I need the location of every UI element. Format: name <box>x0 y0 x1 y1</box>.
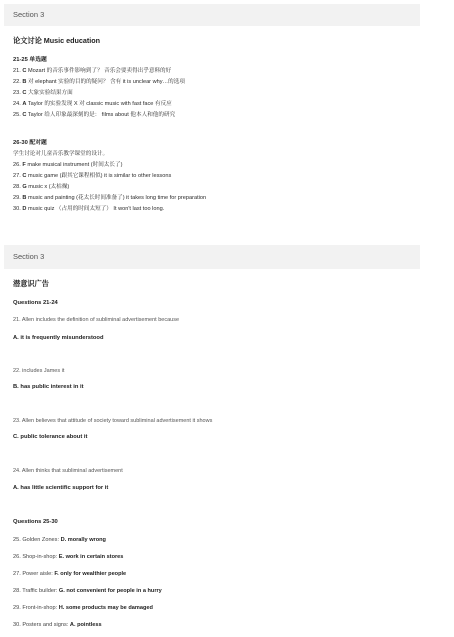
list-item: 22. B 对 elephant 实验的目的的疑问？ 含有 it is unclear why…的选项 <box>13 79 185 85</box>
answer-text: C. public tolerance about it <box>13 434 88 440</box>
section-header: Section 3 <box>4 4 420 26</box>
list-item: 23. C 大象实验结果方面 <box>13 90 73 96</box>
list-item: 29. B music and painting (花太长时间准备了) it takes long time for preparation <box>13 195 207 201</box>
answer-text: A. has little scientific support for it <box>13 485 109 491</box>
match-row: 28. Traffic builder: G. not convenient for people in a hurry <box>13 588 162 594</box>
section-title: 论文讨论 Music education <box>13 36 101 45</box>
answer-text: B. has public interest in it <box>13 384 84 390</box>
group-intro: 学生讨论对儿童音乐教学课堂的设计。 <box>13 151 109 157</box>
answer-text: A. it is frequently misunderstood <box>13 335 104 341</box>
match-row: 25. Golden Zones: D. morally wrong <box>13 537 106 543</box>
list-item: 30. D music quiz （占用的时间太短了） It won't last too long. <box>13 206 165 212</box>
question-text: 24. Allen thinks that subliminal advertisement <box>13 468 123 474</box>
list-item: 25. C Taylor 给人印象最深刻的是： films about 他本人和他的研究 <box>13 112 176 118</box>
match-row: 30. Posters and signs: A. pointless <box>13 622 102 628</box>
question-text: 21. Allen includes the definition of subliminal advertisement because <box>13 317 180 323</box>
list-item: 28. G music x (太枯燥) <box>13 184 70 190</box>
question-text: 23. Allen believes that attitude of society toward subliminal advertisement it shows <box>13 418 213 424</box>
question-text: 22. includes James it <box>13 368 65 374</box>
section-title: 潜意识广告 <box>13 279 49 288</box>
match-row: 29. Front-in-shop: H. some products may be damaged <box>13 605 153 611</box>
match-row: 27. Power aisle: F. only for wealthier people <box>13 571 127 577</box>
section-header: Section 3 <box>4 245 420 269</box>
list-item: 21. C Mozart 的音乐事件影响到了？ 音乐会要卖得出乎意料的好 <box>13 68 172 74</box>
match-row: 26. Shop-in-shop: E. work in certain stores <box>13 554 124 560</box>
group-heading: 26-30 配对题 <box>13 140 47 146</box>
section1-content <box>13 34 434 215</box>
list-item: 27. C music game (跟其它课程相似) it is similar to other lessons <box>13 173 172 179</box>
group-heading: Questions 25-30 <box>13 519 58 525</box>
group-heading: 21-25 单选题 <box>13 57 47 63</box>
list-item: 24. A Taylor 的实验发现 X 对 classic music with fast face 有反应 <box>13 101 172 107</box>
group-heading: Questions 21-24 <box>13 300 58 306</box>
list-item: 26. F make musical instrument (时间太长了) <box>13 162 123 168</box>
